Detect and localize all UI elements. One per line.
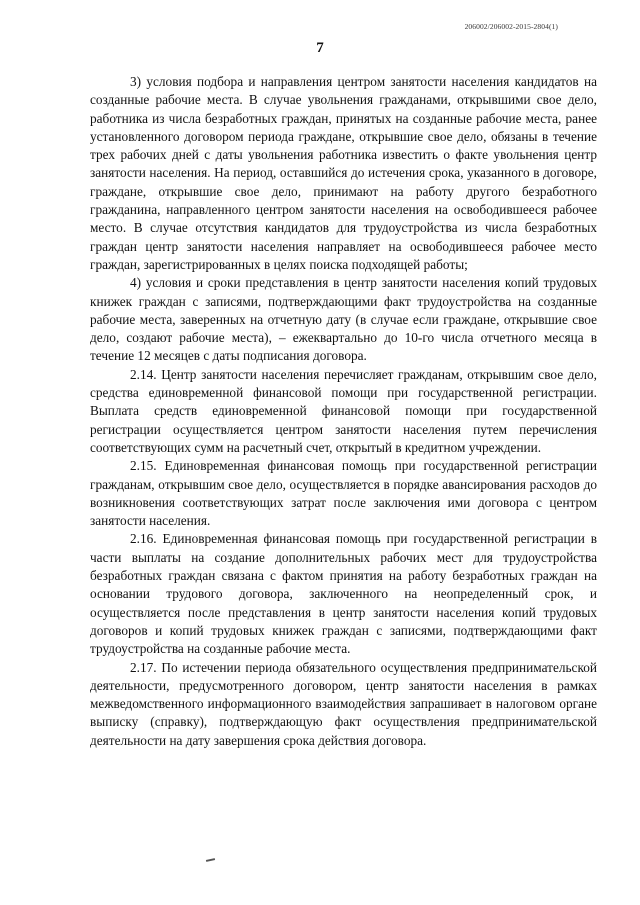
paragraph-2-15: 2.15. Единовременная финансовая помощь при государственной регистрации гражданам, открывшим свое дело, осуществляется в порядке авансирования расходов до возникновения соответствующих затрат после заключения ими договора с центром занятости населения. <box>90 458 597 529</box>
paragraph-2-17: 2.17. По истечении периода обязательного осуществления предпринимательской деятельности, предусмотренного договором, центр занятости населения в рамках межведомственного информационного взаимодействия запрашивает в налоговом органе выписку (справку), подтверждающую факт осуществления предпринимательской деятельности на дату завершения срока действия договора. <box>90 659 597 748</box>
paragraph-2-14: 2.14. Центр занятости населения перечисляет гражданам, открывшим свое дело, средства единовременной финансовой помощи при государственной регистрации. Выплата средств единовременной финансовой помощи при государственной регистрации осуществляется центром занятости населения путем перечисления соответствующих сумм на расчетный счет, открытый в кредитном учреждении. <box>90 366 597 455</box>
scan-mark <box>206 858 215 862</box>
paragraph-item-3: 3) условия подбора и направления центром занятости населения кандидатов на созданные рабочие места. В случае увольнения гражданами, открывшими свое дело, работника из числа безработных граждан, принятых на созданные рабочие места, ранее установленного договором периода граждане, открывшие свое дело, обязаны в течение трех рабочих дней с даты увольнения работника известить о факте увольнения центр занятости населения. На период, оставшийся до истечения срока, указанного в договоре, граждане, открывшие свое дело, принимают на работу другого безработного гражданина, направленного центром занятости населения на освободившееся рабочее место. В случае отсутствия кандидатов для трудоустройства из числа безработных граждан центр занятости населения направляет на освободившееся рабочее место граждан, зарегистрированных в целях поиска подходящей работы; <box>90 74 597 272</box>
document-id: 206002/206002-2015-2804(1) <box>464 22 558 31</box>
paragraph-item-4: 4) условия и сроки представления в центр занятости населения копий трудовых книжек граждан с записями, подтверждающими факт трудоустройства на созданные рабочие места, заверенных на отчетную дату (в случае если граждане, открывшие свое дело, создают рабочие места), – ежеквартально до 10-го числа отчетного месяца в течение 12 месяцев с даты подписания договора. <box>90 275 597 364</box>
paragraph-2-16: 2.16. Единовременная финансовая помощь при государственной регистрации в части выплаты на создание дополнительных рабочих мест для трудоустройства безработных граждан связана с фактом принятия на работу безработных граждан на основании трудового договора, заключенного на неопределенный срок, и осуществляется после представления в центр занятости населения копий трудовых договоров и копий трудовых книжек граждан с записями, подтверждающими факт трудоустройства на созданные рабочие места. <box>90 531 597 657</box>
page-number: 7 <box>316 40 324 56</box>
document-body <box>90 73 597 750</box>
